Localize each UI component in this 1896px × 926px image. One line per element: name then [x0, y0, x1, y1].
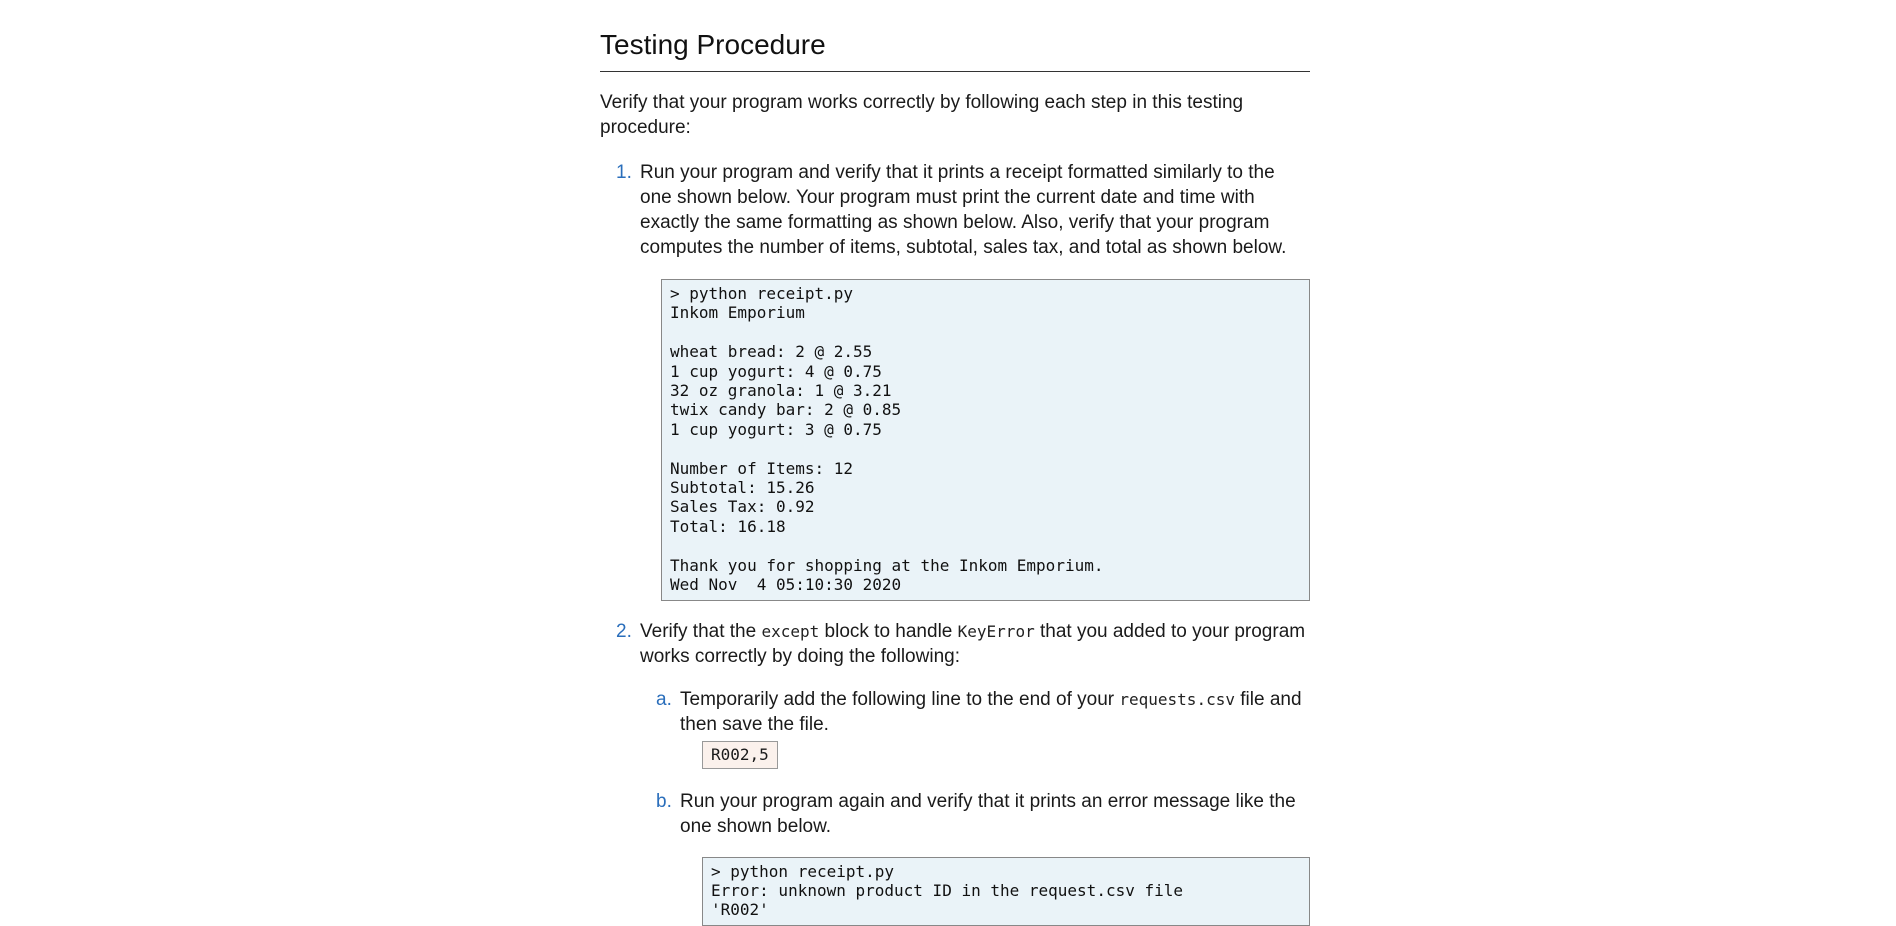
document-body [600, 0, 1310, 926]
substep-letter: b. [656, 790, 672, 812]
receipt-output: > python receipt.py Inkom Emporium wheat bread: 2 @ 2.55 1 cup yogurt: 4 @ 0.75 32 oz granola: 1 @ 3.21 twix candy bar: 2 @ 0.85 1 cup yogurt: 3 @ 0.75 Number of Items: 12 Subtotal: 15.26 Sales Tax: 0.92 Total: 16.18 Thank you for shopping at the Inkom Emporium. Wed Nov 4 05:10:30 2020 [661, 279, 1310, 601]
inline-code: requests.csv [1119, 689, 1235, 709]
step-item [600, 160, 1310, 601]
step-text: Run your program and verify that it prints a receipt formatted similarly to the one shown below. Your program must print the current date and time with exactly the same formatting as shown below. Also, verify that your program computes the number of items, subtotal, sales tax, and total as shown below. [640, 162, 1287, 258]
section-heading: Testing Procedure [600, 26, 1310, 72]
step-text [640, 619, 1310, 669]
intro-paragraph: Verify that your program works correctly by following each step in this testing procedure: [600, 92, 1244, 138]
step-item [600, 619, 1310, 926]
text-fragment: Temporarily add the following line to the end of your [680, 688, 1120, 710]
substep-text: Run your program again and verify that it prints an error message like the one shown below. [680, 790, 1296, 837]
substep-list [640, 687, 1310, 926]
text-fragment: file and then save the file. [680, 688, 1302, 735]
substep-item [640, 789, 1310, 926]
csv-line-code: R002,5 [702, 741, 778, 769]
text-fragment: that you added to your program works correctly by doing the following: [640, 620, 1306, 667]
substep-letter: a. [656, 688, 672, 710]
text-fragment: block to handle [819, 620, 958, 642]
error-output: > python receipt.py Error: unknown product ID in the request.csv file 'R002' [702, 857, 1310, 926]
text-fragment: Verify that the [640, 620, 762, 642]
step-number: 1. [616, 162, 632, 183]
inline-code: except [761, 621, 820, 641]
substep-text [680, 687, 1310, 737]
step-list [600, 160, 1310, 926]
substep-item [640, 687, 1310, 769]
step-number: 2. [616, 620, 632, 642]
inline-code: KeyError [957, 621, 1035, 641]
